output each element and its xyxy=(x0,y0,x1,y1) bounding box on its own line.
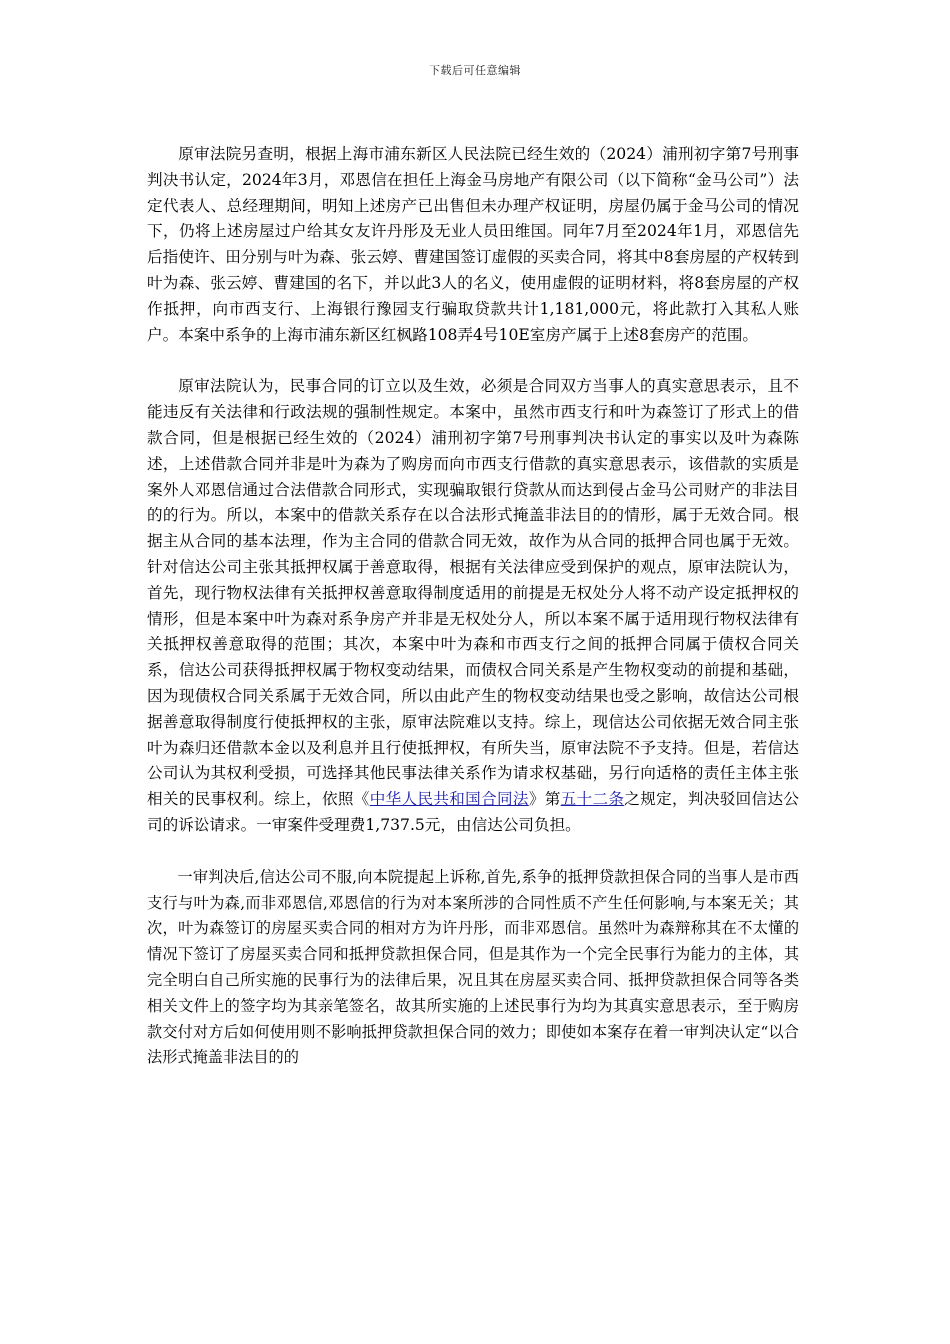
paragraph-text: 之规定，判决驳回信达公司的诉讼请求。一审案件受理费1,737.5元，由信达公司负担。 xyxy=(147,790,799,834)
document-body xyxy=(147,142,799,1071)
article-52-link[interactable]: 五十二条 xyxy=(560,790,625,809)
paragraph-appeal-statement: 一审判决后,信达公司不服,向本院提起上诉称,首先,系争的抵押贷款担保合同的当事人是市西支行与叶为森,而非邓恩信,邓恩信的行为对本案所涉的合同性质不产生任何影响,与本案无关；其次，叶为森签订的房屋买卖合同的相对方为许丹彤，而非邓恩信。虽然叶为森辩称其在不太懂的情况下签订了房屋买卖合同和抵押贷款担保合同，但是其作为一个完全民事行为能力的主体，其完全明白自己所实施的民事行为的法律后果，况且其在房屋买卖合同、抵押贷款担保合同等各类相关文件上的签字均为其亲笔签名，故其所实施的上述民事行为均为其真实意思表示，至于购房款交付对方后如何使用则不影响抵押贷款担保合同的效力；即使如本案存在着一审判决认定“以合法形式掩盖非法目的的 xyxy=(147,867,799,1067)
contract-law-link[interactable]: 中华人民共和国合同法 xyxy=(369,790,529,809)
paragraph-text: 》第 xyxy=(528,790,561,809)
paragraph-retrial-court-opinion xyxy=(147,374,799,838)
page-header: 下载后可任意编辑 xyxy=(429,64,521,77)
paragraph-retrial-findings: 原审法院另查明，根据上海市浦东新区人民法院已经生效的（2024）浦刑初字第7号刑事判决书认定，2024年3月，邓恩信在担任上海金马房地产有限公司（以下简称“金马公司”）法定代表人、总经理期间，明知上述房产已出售但未办理产权证明，房屋仍属于金马公司的情况下，仍将上述房屋过户给其女友许丹彤及无业人员田维国。同年7月至2024年1月，邓恩信先后指使许、田分别与叶为森、张云婷、曹建国签订虚假的买卖合同，将其中8套房屋的产权转到叶为森、张云婷、曹建国的名下，并以此3人的名义，使用虚假的证明材料，将8套房屋的产权作抵押，向市西支行、上海银行豫园支行骗取贷款共计1,181,000元，将此款打入其私人账户。本案中系争的上海市浦东新区红枫路108弄4号10E室房产属于上述8套房产的范围。 xyxy=(147,145,799,344)
paragraph-text: 原审法院认为，民事合同的订立以及生效，必须是合同双方当事人的真实意思表示，且不能违反有关法律和行政法规的强制性规定。本案中，虽然市西支行和叶为森签订了形式上的借款合同，但是根据已经生效的（2024）浦刑初字第7号刑事判决书认定的事实以及叶为森陈述，上述借款合同并非是叶为森为了购房而向市西支行借款的真实意思表示，该借款的实质是案外人邓恩信通过合法借款合同形式，实现骗取银行贷款从而达到侵占金马公司财产的非法目的的行为。所以，本案中的借款关系存在以合法形式掩盖非法目的的情形，属于无效合同。根据主从合同的基本法理，作为主合同的借款合同无效，故作为从合同的抵押合同也属于无效。针对信达公司主张其抵押权属于善意取得，根据有关法律应受到保护的观点，原审法院认为，首先，现行物权法律有关抵押权善意取得制度适用的前提是无权处分人将不动产设定抵押权的情形，但是本案中叶为森对系争房产并非是无权处分人，所以本案不属于适用现行物权法律有关抵押权善意取得的范围；其次，本案中叶为森和市西支行之间的抵押合同属于债权合同关系，信达公司获得抵押权属于物权变动结果，而债权合同关系是产生物权变动的前提和基础，因为现债权合同关系属于无效合同，所以由此产生的物权变动结果也受之影响，故信达公司根据善意取得制度行使抵押权的主张，原审法院难以支持。综上，现信达公司依据无效合同主张叶为森归还借款本金以及利息并且行使抵押权，有所失当，原审法院不予支持。但是，若信达公司认为其权利受损，可选择其他民事法律关系作为请求权基础，另行向适格的责任主体主张相关的民事权利。综上，依照《 xyxy=(147,377,799,809)
